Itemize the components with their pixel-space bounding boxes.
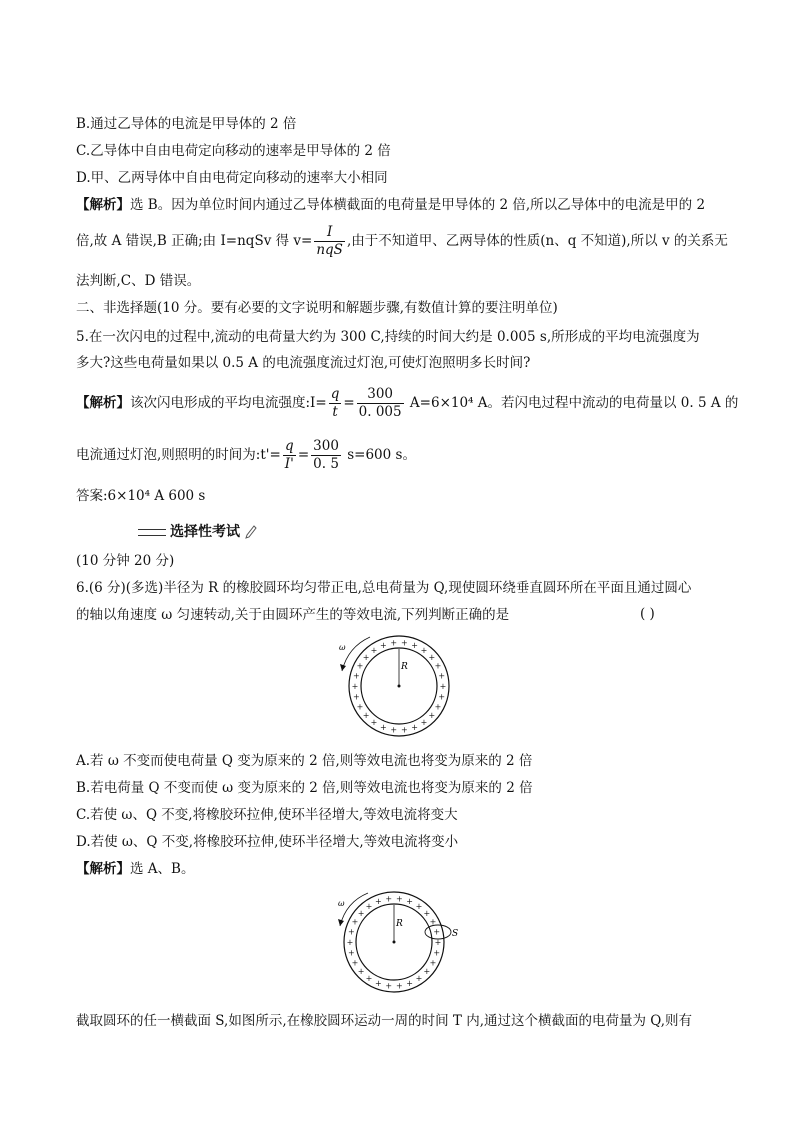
option-d: D.若使 ω、Q 不变,将橡胶环拉伸,使环半径增大,等效电流将变小 <box>76 834 459 850</box>
plus-charge: + <box>362 652 370 662</box>
fraction-300-0005: $\frac{300}{0. 005}$ <box>358 386 402 420</box>
plus-charge: + <box>390 638 398 648</box>
answer-blank: ( ) <box>640 606 655 622</box>
fraction-q-t: $\frac{q}{t}$ <box>330 386 340 420</box>
plus-charge: + <box>352 671 360 681</box>
radius-label: R <box>401 662 408 672</box>
fraction-300-05: $\frac{300}{0. 5}$ <box>313 438 339 472</box>
analysis-q4-line3: 法判断,C、D 错误。 <box>76 273 201 289</box>
plus-charge: + <box>351 958 359 968</box>
formula-v: $\frac{I}{\text{nqS}}$ <box>316 224 343 258</box>
plus-charge: + <box>439 682 447 691</box>
plus-charge: + <box>406 896 413 906</box>
plus-charge: + <box>356 661 364 671</box>
plus-charge: + <box>351 682 359 691</box>
analysis-q4-line1: 【解析】选 B。因为单位时间内通过乙导体横截面的电荷量是甲导体的 2 倍,所以乙导体中的电流是甲的 2 <box>76 197 706 213</box>
omega-label: ω <box>339 643 346 652</box>
plus-charge: + <box>375 979 382 989</box>
plus-charge: + <box>434 661 442 671</box>
plus-charge: + <box>415 901 423 911</box>
plus-charge: + <box>434 702 442 712</box>
part-two-heading: 二、非选择题(10 分。要有必要的文字说明和解题步骤,有数值计算的要注明单位) <box>76 300 558 316</box>
plus-charge: + <box>411 723 418 733</box>
plus-charge: + <box>420 645 428 655</box>
section-label: S <box>452 929 459 939</box>
question-5-line2: 多大?这些电荷量如果以 0.5 A 的电流强度流过灯泡,可使灯泡照明多长时间? <box>76 355 531 371</box>
plus-charge: + <box>406 979 413 989</box>
section-heading: 选择性考试 <box>138 521 257 541</box>
plus-charge: + <box>380 640 387 650</box>
plus-charge: + <box>380 723 387 733</box>
plus-charge: + <box>415 974 423 984</box>
plus-charge: + <box>395 894 403 904</box>
plus-charge: + <box>385 981 393 991</box>
analysis-q4-line2: 倍,故 A 错误,B 正确;由 I=nqSv 得 v= $\frac{I}{\text{nqS}}$ ,由于不知道甲、乙两导体的性质(n、q 不知道),所以 v 的关系无 <box>76 224 728 258</box>
plus-charge: + <box>390 725 398 735</box>
question-6-line2: 的轴以角速度 ω 匀速转动,关于由圆环产生的等效电流,下列判断正确的是 <box>76 607 510 623</box>
fraction-q-iprime: $\frac{q}{I'}$ <box>284 438 294 472</box>
plus-charge: + <box>438 671 446 681</box>
plus-charge: + <box>438 692 446 702</box>
plus-charge: + <box>420 718 428 728</box>
charged-ring-figure <box>338 633 460 743</box>
plus-charge: + <box>423 908 431 918</box>
time-limit: (10 分钟 20 分) <box>76 553 175 569</box>
plus-charge: + <box>365 974 373 984</box>
plus-charge: + <box>428 652 436 662</box>
plus-charge: + <box>370 718 378 728</box>
radius-label-2: R <box>396 919 403 929</box>
plus-charge: + <box>352 692 360 702</box>
plus-charge: + <box>347 927 355 937</box>
plus-charge: + <box>370 645 378 655</box>
analysis-q5-line1: 【解析】该次闪电形成的平均电流强度:I= $\frac{q}{t}$ = $\frac{300}{0. 005}$ A=6×10⁴ A。若闪电过程中流动的电荷量以 0. 5 A 的 <box>76 386 739 420</box>
analysis-q5-line2: 电流通过灯泡,则照明的时间为:t'= $\frac{q}{I'}$ = $\frac{300}{0. 5}$ s=600 s。 <box>76 438 416 472</box>
omega-label-2: ω <box>338 899 345 908</box>
plus-charge: + <box>429 958 437 968</box>
plus-charge: + <box>385 894 393 904</box>
option-b-prev: B.通过乙导体的电流是甲导体的 2 倍 <box>76 116 297 132</box>
final-line: 截取圆环的任一横截面 S,如图所示,在橡胶圆环运动一周的时间 T 内,通过这个横截面的电荷量为 Q,则有 <box>76 1013 692 1029</box>
option-b: B.若电荷量 Q 不变而使 ω 变为原来的 2 倍,则等效电流也将变为原来的 2 倍 <box>76 780 533 796</box>
plus-charge: + <box>434 938 442 947</box>
ring-cross-section-figure <box>338 890 464 1000</box>
analysis-tag: 【解析】 <box>76 197 130 213</box>
plus-charge: + <box>411 640 418 650</box>
plus-charge: + <box>423 967 431 977</box>
plus-charge: + <box>357 908 365 918</box>
plus-charge: + <box>433 948 441 958</box>
plus-charge: + <box>357 967 365 977</box>
section-bar <box>138 529 166 536</box>
plus-charge: + <box>429 917 437 927</box>
option-d-prev: D.甲、乙两导体中自由电荷定向移动的速率大小相同 <box>76 170 388 186</box>
option-c: C.若使 ω、Q 不变,将橡胶环拉伸,使环半径增大,等效电流将变大 <box>76 807 458 823</box>
plus-charge: + <box>428 711 436 721</box>
option-c-prev: C.乙导体中自由电荷定向移动的速率是甲导体的 2 倍 <box>76 143 391 159</box>
plus-charge: + <box>365 901 373 911</box>
plus-charge: + <box>433 927 441 937</box>
plus-charge: + <box>362 711 370 721</box>
plus-charge: + <box>400 725 408 735</box>
option-a: A.若 ω 不变而使电荷量 Q 变为原来的 2 倍,则等效电流也将变为原来的 2 倍 <box>76 753 533 769</box>
plus-charge: + <box>395 981 403 991</box>
plus-charge: + <box>400 638 408 648</box>
plus-charge: + <box>351 917 359 927</box>
pencil-icon <box>245 525 257 539</box>
plus-charge: + <box>375 896 382 906</box>
plus-charge: + <box>356 702 364 712</box>
answer-q5: 答案:6×10⁴ A 600 s <box>76 488 206 504</box>
question-5-line1: 5.在一次闪电的过程中,流动的电荷量大约为 300 C,持续的时间大约是 0.005 s,所形成的平均电流强度为 <box>76 329 700 345</box>
plus-charge: + <box>346 938 354 947</box>
plus-charge: + <box>347 948 355 958</box>
analysis-q6: 【解析】选 A、B。 <box>76 861 195 877</box>
question-6-line1: 6.(6 分)(多选)半径为 R 的橡胶圆环均匀带正电,总电荷量为 Q,现使圆环绕垂直圆环所在平面且通过圆心 <box>76 580 692 596</box>
